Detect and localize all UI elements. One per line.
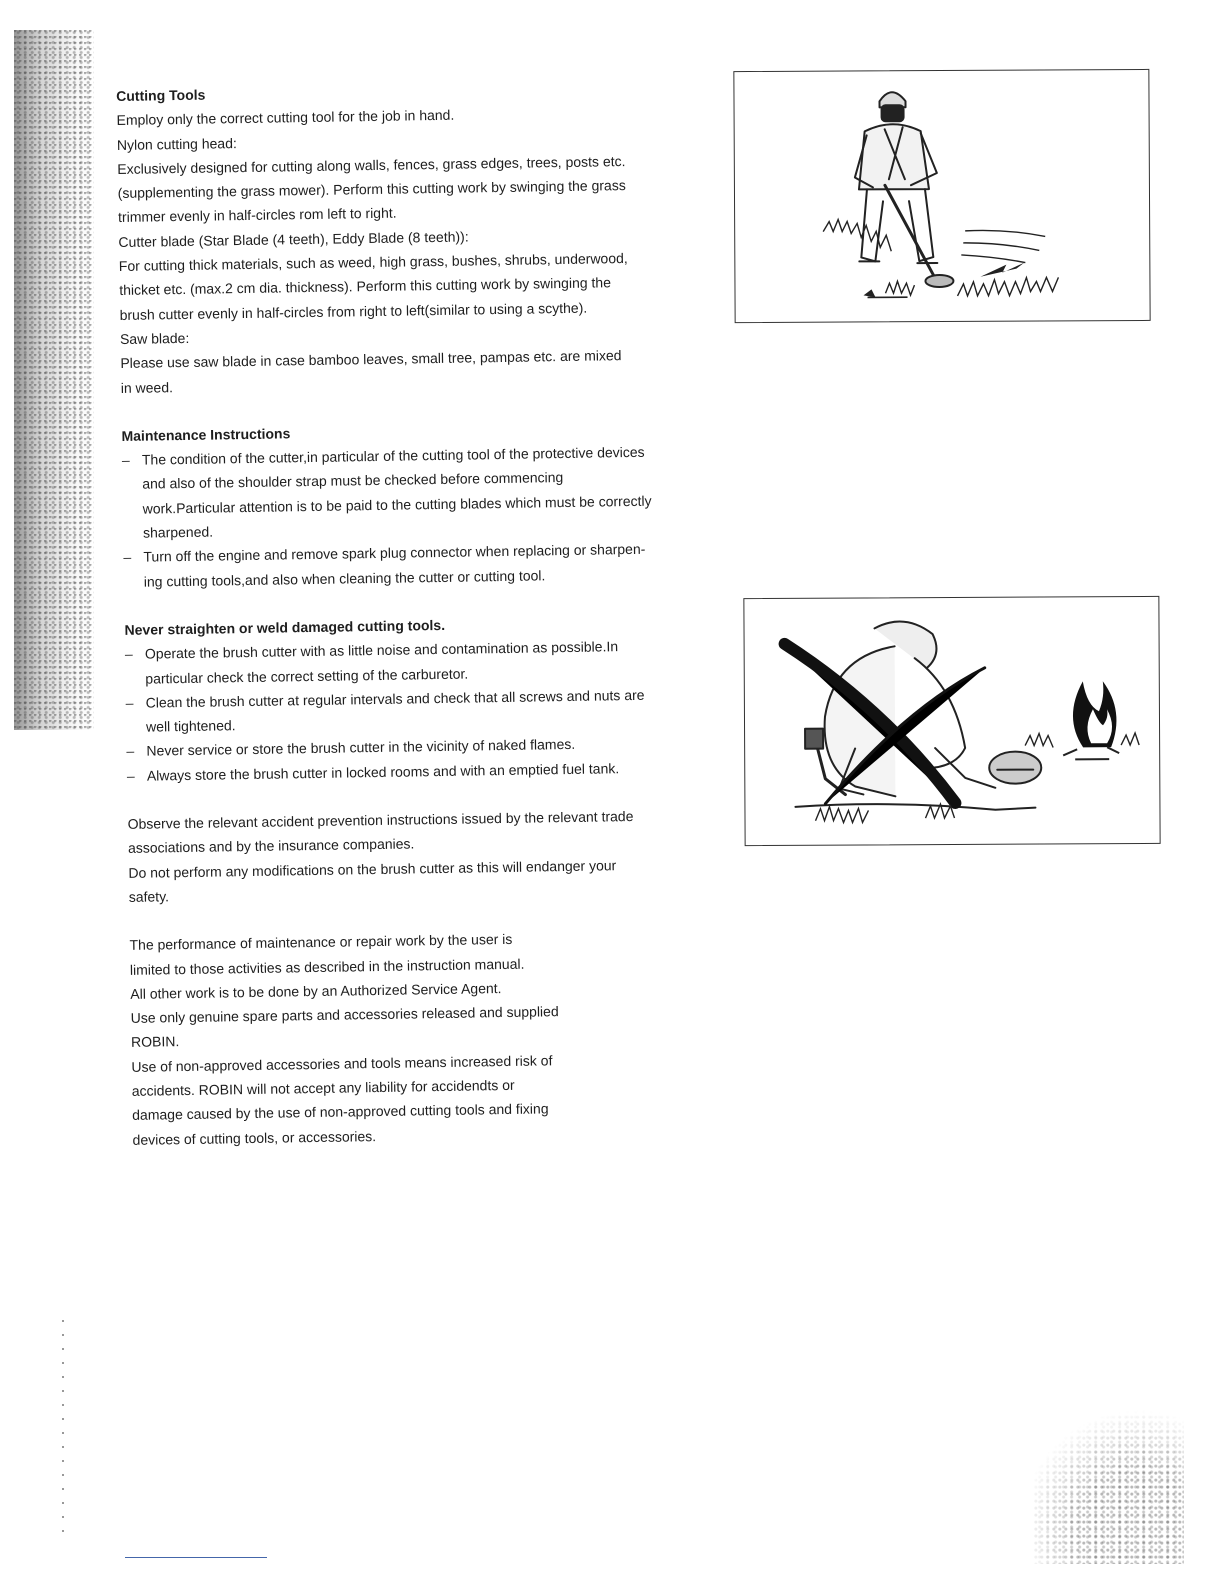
scan-noise-corner xyxy=(1034,1394,1184,1564)
text-line: ing cutting tools,and also when cleaning the cutter or cutting tool. xyxy=(143,566,546,590)
saw-label: Saw blade: xyxy=(119,329,190,347)
never-weld-section xyxy=(124,608,737,788)
text-line: well tightened. xyxy=(145,717,236,735)
text-line: Exclusively designed for cutting along walls, fences, grass edges, trees, posts etc. xyxy=(117,152,626,177)
text-line: particular check the correct setting of the carburetor. xyxy=(145,665,469,687)
text-line: in weed. xyxy=(120,378,174,396)
text-line: (supplementing the grass mower). Perform this cutting work by swinging the grass xyxy=(117,177,626,202)
maintenance-heading: Maintenance Instructions xyxy=(121,425,291,444)
text-line: trimmer evenly in half-circles rom left to right. xyxy=(117,205,397,226)
text-line: The performance of maintenance or repair work by the user is xyxy=(129,931,513,954)
cutter-label: Cutter blade (Star Blade (4 teeth), Eddy Blade (8 teeth)): xyxy=(118,228,469,250)
text-line: limited to those activities as described in the instruction manual. xyxy=(129,955,525,978)
text-column xyxy=(116,74,743,1151)
text-line: – Operate the brush cutter with as little noise and contamination as possible.In xyxy=(144,638,619,662)
text-line: safety. xyxy=(128,888,170,905)
cutting-tools-heading: Cutting Tools xyxy=(116,86,206,104)
text-line: For cutting thick materials, such as weed, high grass, bushes, shrubs, underwood, xyxy=(118,250,628,275)
text-line: ROBIN. xyxy=(130,1033,180,1051)
performance-section xyxy=(129,924,742,1152)
text-line: damage caused by the use of non-approved cutting tools and fixing xyxy=(132,1100,549,1124)
figure-trimming-illustration xyxy=(733,69,1150,323)
bottom-rule xyxy=(125,1557,267,1558)
text-line: Do not perform any modifications on the brush cutter as this will endanger your xyxy=(128,856,617,881)
text-line: Use only genuine spare parts and accessories released and supplied xyxy=(130,1003,559,1026)
maintenance-item xyxy=(122,439,733,546)
scan-shadow-left xyxy=(14,30,94,730)
text-line: – Always store the brush cutter in locked rooms and with an emptied fuel tank. xyxy=(146,759,620,784)
text-line: associations and by the insurance companies. xyxy=(127,835,415,857)
text-line: and also of the shoulder strap must be checked before commencing xyxy=(142,469,564,493)
figure-no-flames-illustration xyxy=(743,596,1160,846)
text-line: – The condition of the cutter,in particular of the cutting tool of the protective devices xyxy=(141,443,645,468)
cutting-tools-intro: Employ only the correct cutting tool for the job in hand. xyxy=(116,106,455,129)
text-line: sharpened. xyxy=(142,523,214,541)
text-line: All other work is to be done by an Authorized Service Agent. xyxy=(130,979,502,1002)
trimmer-operator-drawing xyxy=(734,70,1149,322)
text-line: brush cutter evenly in half-circles from right to left(similar to using a scythe). xyxy=(119,299,588,323)
margin-dots xyxy=(62,1320,64,1535)
cutting-tools-section xyxy=(116,74,731,399)
text-line: Please use saw blade in case bamboo leaves, small tree, pampas etc. are mixed xyxy=(120,347,622,372)
text-line: devices of cutting tools, or accessories. xyxy=(132,1127,377,1148)
text-line: Observe the relevant accident prevention instructions issued by the relevant trade xyxy=(127,807,634,832)
text-line: work.Particular attention is to be paid to the cutting blades which must be correctly xyxy=(142,492,652,517)
text-line: – Turn off the engine and remove spark plug connector when replacing or sharpen- xyxy=(143,541,646,565)
observe-section xyxy=(127,802,738,909)
maintenance-section xyxy=(121,414,734,594)
text-line: Use of non-approved accessories and tools means increased risk of xyxy=(131,1051,553,1075)
text-line: – Clean the brush cutter at regular intervals and check that all screws and nuts are xyxy=(145,686,645,711)
nylon-label: Nylon cutting head: xyxy=(116,134,237,153)
text-line: thicket etc. (max.2 cm dia. thickness). Perform this cutting work by swinging the xyxy=(119,274,612,299)
maintenance-item xyxy=(123,536,734,594)
no-service-near-flames-drawing xyxy=(744,597,1159,845)
never-weld-heading: Never straighten or weld damaged cutting tools. xyxy=(124,616,446,638)
text-line: accidents. ROBIN will not accept any liability for accidendts or xyxy=(131,1076,515,1099)
text-line: – Never service or store the brush cutter in the vicinity of naked flames. xyxy=(146,736,576,760)
